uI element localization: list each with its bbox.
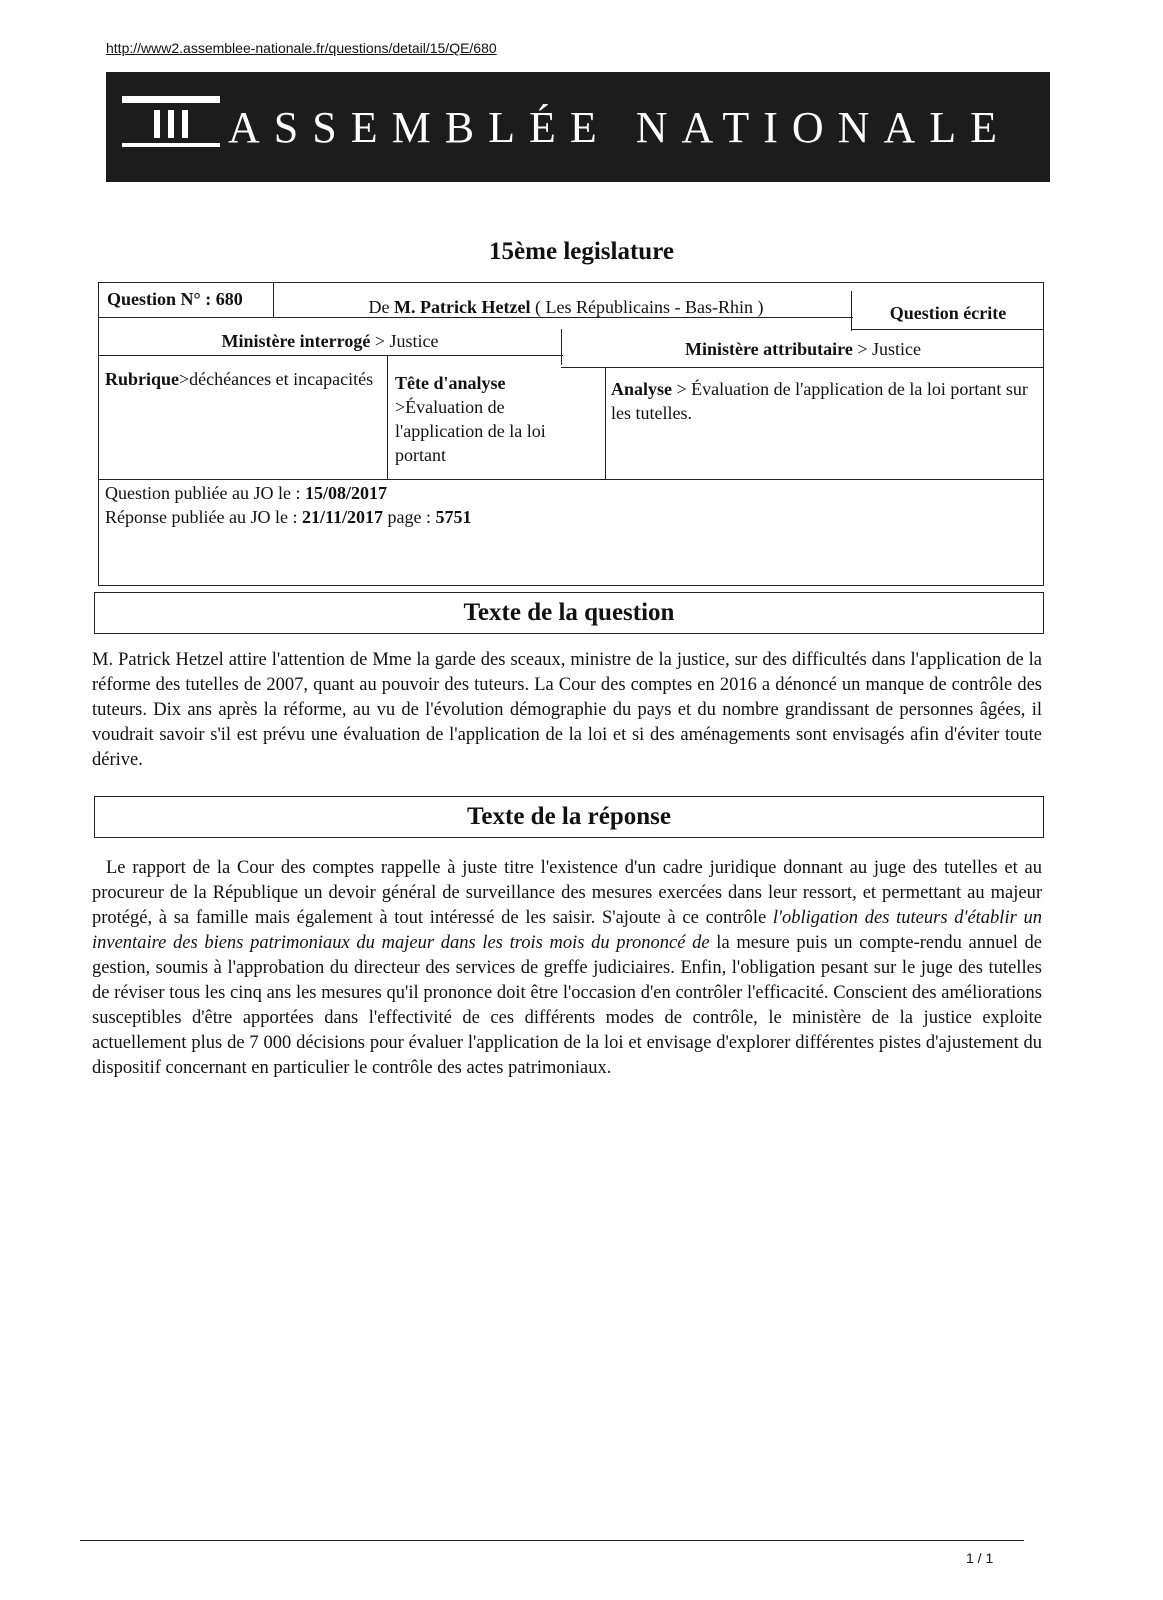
question-info-table [98, 282, 1044, 586]
tete-analyse: Tête d'analyse >Évaluation de l'application de la loi portant [395, 373, 546, 465]
banner-title: ASSEMBLÉE NATIONALE [228, 103, 1011, 152]
footer-rule [80, 1540, 1024, 1541]
question-text: M. Patrick Hetzel attire l'attention de Mme la garde des sceaux, ministre de la justice, sur des difficultés dans l'application de la réforme des tutelles de 2007, quant au pouvoir des tuteurs. La Cour des comptes en 2016 a dénoncé un manque de contrôle des tuteurs. Dix ans après la réforme, au vu de l'évolution démographie du pays et du nombre grandissant de personnes âgées, il voudrait savoir s'il est prévu une évaluation de l'application de la loi et si des aménagements sont envisagés afin d'éviter toute dérive. [92, 650, 1042, 770]
rubrique: Rubrique>déchéances et incapacités [105, 369, 374, 389]
question-number: Question N° : 680 [107, 289, 243, 309]
header-banner [106, 72, 1050, 182]
question-heading: Texte de la question [94, 592, 1044, 634]
publication-dates: Question publiée au JO le : 15/08/2017 Réponse publiée au JO le : 21/11/2017 page : 5751 [105, 483, 472, 527]
question-type: Question écrite [889, 303, 1007, 323]
response-text: Le rapport de la Cour des comptes rappelle à juste titre l'existence d'un cadre juridique donnant au juge des tutelles et au procureur de la République un devoir général de surveillance des mesures exercées dans leur ressort, et permettant au majeur protégé, à sa famille mais également à tout intéressé de les saisir. S'ajoute à ce contrôle l'obligation des tuteurs d'établir un inventaire des biens patrimoniaux du majeur dans les trois mois du prononcé de la mesure puis un compte-rendu annuel de gestion, soumis à l'approbation du directeur des services de greffe judiciaires. Enfin, l'obligation pesant sur le juge des tutelles de réviser tous les cinq ans les mesures qu'il prononce doit être l'occasion d'en contrôler l'efficacité. Conscient des améliorations susceptibles d'être apportées dans l'effectivité de ces différents modes de contrôle, le ministère de la justice exploite actuellement plus de 7 000 décisions pour évaluer l'application de la loi et envisage d'explorer différentes pistes d'ajustement du dispositif concernant en particulier le contrôle des actes patrimoniaux. [92, 858, 1043, 1078]
question-author: De M. Patrick Hetzel ( Les Républicains - Bas-Rhin ) [368, 297, 764, 317]
assemblee-columns-icon [120, 90, 224, 150]
source-url-link[interactable]: http://www2.assemblee-nationale.fr/questions/detail/15/QE/680 [106, 40, 497, 56]
analyse: Analyse > Évaluation de l'application de la loi portant sur les tutelles. [611, 379, 1028, 423]
response-heading: Texte de la réponse [94, 796, 1044, 838]
legislature-title: 15ème legislature [489, 238, 674, 265]
ministere-interroge: Ministère interrogé > Justice [221, 331, 439, 351]
ministere-attributaire: Ministère attributaire > Justice [685, 339, 921, 359]
page-number: 1 / 1 [966, 1550, 994, 1566]
